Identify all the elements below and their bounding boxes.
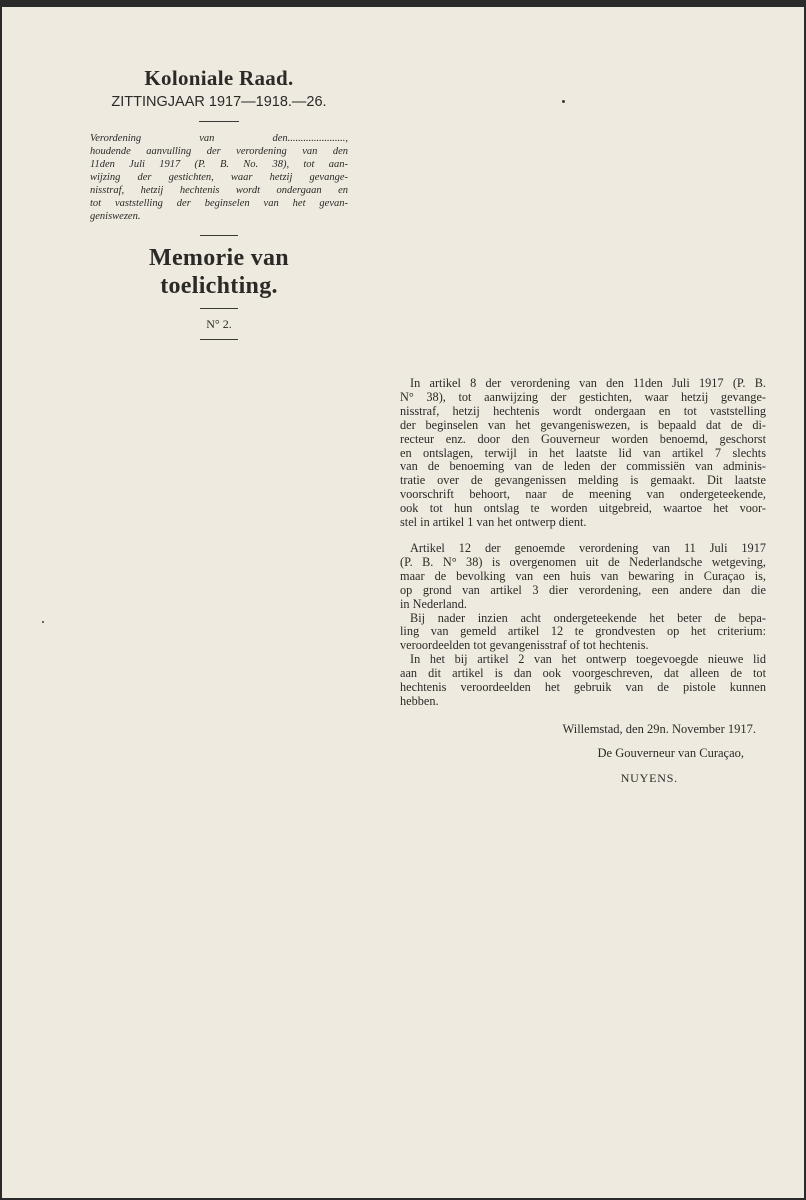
document-number: N° 2.: [206, 317, 232, 331]
signature-role: De Gouverneur van Curaçao,: [597, 745, 744, 760]
summary-line: houdende aanvulling der verordening van den: [90, 146, 348, 157]
text-line: ook tot hun ontslag te worden uitgebreid, waartoe het voor-: [400, 501, 766, 516]
paragraph: [400, 612, 766, 654]
document-page: [2, 7, 804, 1198]
summary-line: wijzing der gestichten, waar hetzij gevange-: [90, 172, 348, 183]
text-line: aan dit artikel is dan ook voorgeschreven, dat alleen de tot: [400, 666, 766, 681]
text-line: in Nederland.: [400, 596, 467, 611]
summary-line: nisstraf, hetzij hechtenis wordt ondergaan en: [90, 185, 348, 196]
text-line: voorschrift behoort, naar de meening van ondergeteekende,: [400, 487, 766, 502]
signature-name: NUYENS.: [620, 770, 678, 785]
divider: [200, 235, 238, 236]
text-line: en ontslagen, terwijl in het laatste lid van artikel 7 slechts: [400, 445, 766, 460]
paper-speck: [42, 621, 44, 623]
text-line: tratie over de gevangenissen melding is gemaakt. Dit laatste: [400, 473, 766, 488]
signature-place-date: Willemstad, den 29n. November 1917.: [562, 721, 756, 736]
summary-line: geniswezen.: [90, 211, 141, 222]
text-line: op grond van artikel 3 dier verordening, een andere dan die: [400, 582, 766, 597]
text-line: N° 38), tot aanwijzing der gestichten, waar hetzij gevange-: [400, 389, 766, 404]
text-line: hebben.: [400, 693, 439, 708]
text-line: maar de bevolking van een huis van bewaring in Curaçao is,: [400, 568, 766, 583]
explanation-body: [400, 377, 766, 786]
text-line: hechtenis veroordeelden het gebruik van de pistole kunnen: [400, 680, 766, 695]
header-block: [88, 65, 350, 348]
paper-speck: [562, 100, 565, 103]
text-line: ling van gemeld artikel 12 te grondvesten op het criterium:: [400, 624, 766, 639]
text-line: Artikel 12 der genoemde verordening van 11 Juli 1917: [410, 540, 766, 555]
text-line: nisstraf, hetzij hechtenis wordt ondergaan en tot vaststelling: [400, 403, 766, 418]
memorie-title: Memorie van toelichting.: [149, 245, 289, 299]
divider: [199, 121, 239, 122]
text-line: recteur enz. door den Gouverneur worden benoemd, geschorst: [400, 431, 766, 446]
paragraph: [400, 542, 766, 612]
divider: [200, 308, 238, 309]
text-line: veroordeelden tot gevangenisstraf of tot hechtenis.: [400, 638, 649, 653]
paragraph: [400, 653, 766, 709]
divider: [200, 339, 238, 340]
text-line: Bij nader inzien acht ondergeteekende het beter de bepa-: [410, 610, 766, 625]
council-title: Koloniale Raad.: [144, 66, 294, 90]
text-line: stel in artikel 1 van het ontwerp dient.: [400, 515, 587, 530]
text-line: (P. B. N° 38) is overgenomen uit de Nederlandsche wetgeving,: [400, 554, 766, 569]
summary-line: Verordening van den......................,: [90, 133, 348, 144]
summary-line: tot vaststelling der beginselen van het gevan-: [90, 198, 348, 209]
text-line: van de benoeming van de leden der commissiën van adminis-: [400, 459, 766, 474]
ordinance-summary: [88, 132, 350, 223]
text-line: In artikel 8 der verordening van den 11den Juli 1917 (P. B.: [410, 376, 766, 390]
text-line: der beginselen van het gevangeniswezen, is bepaald dat de di-: [400, 417, 766, 432]
text-line: In het bij artikel 2 van het ontwerp toegevoegde nieuwe lid: [410, 652, 766, 667]
paragraph: [400, 377, 766, 530]
summary-line: 11den Juli 1917 (P. B. No. 38), tot aan-: [90, 159, 348, 170]
session-year: ZITTINGJAAR 1917—1918.—26.: [111, 94, 327, 110]
